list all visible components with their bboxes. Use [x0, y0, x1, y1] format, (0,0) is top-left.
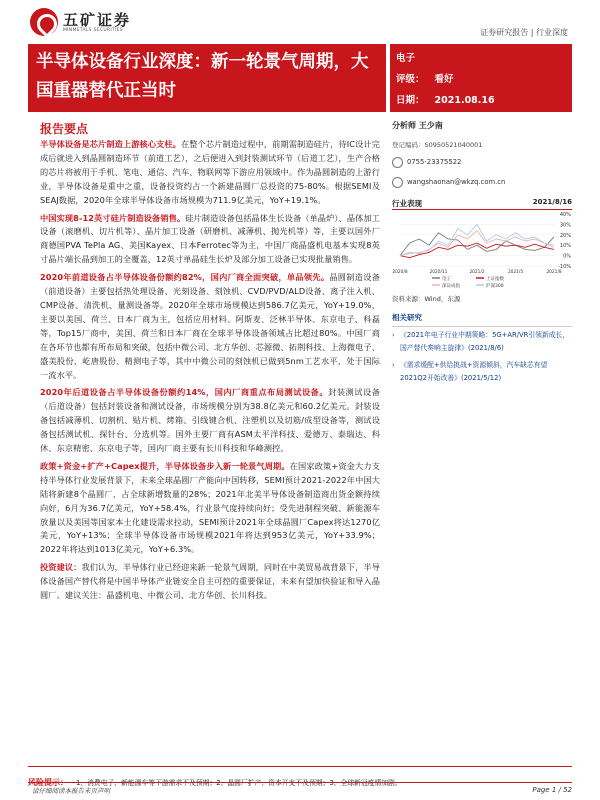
x-tick-label: 2021/2: [469, 270, 485, 275]
summary-paragraph: [40, 271, 380, 382]
email-line: [392, 175, 572, 189]
rating-line: [396, 71, 454, 85]
x-tick-label: 2021/8: [546, 270, 562, 275]
rating-value: 看好: [434, 74, 454, 85]
registration-code: 登记编码：S0950521040001: [392, 141, 483, 149]
report-title: 半导体设备行业深度：新一轮景气周期，大国重器替代正当时: [36, 52, 369, 101]
summary-paragraph: [40, 138, 380, 208]
y-tick-label: 40%: [559, 212, 571, 218]
chart-source: 资料来源：Wind，东源: [392, 295, 461, 303]
risk-text: 1、消费电子、新能源车等下游需求不及预期；2、晶圆厂扩产、资本开支不及预期；3、全球新冠疫情加剧。: [76, 779, 402, 787]
risk-label: 风险提示：: [28, 778, 68, 787]
phone-icon: [392, 157, 403, 168]
logo-text: 五矿证券: [63, 11, 132, 29]
phone-number: 0755-23375522: [407, 158, 462, 166]
performance-chart: [392, 210, 572, 290]
paragraph-highlight: 2020年后道设备占半导体设备份额约14%，国内厂商重点布局测试设备。: [40, 387, 329, 398]
legend-label: 沪深300: [486, 283, 504, 289]
paragraph-highlight: 半导体设备是芯片制造上游核心支柱。: [40, 139, 181, 149]
summary-paragraph: [40, 561, 380, 603]
date-line: [396, 92, 495, 106]
section-title: 报告要点: [40, 122, 89, 136]
company-logo: [30, 8, 180, 38]
summary-paragraph: [40, 212, 380, 268]
date-label: 日期：: [396, 95, 425, 106]
footer-disclaimer: 请仔细阅读本报告末页声明: [32, 787, 110, 795]
summary-body: [40, 138, 380, 607]
paragraph-text: 在国家政策+资金大力支持半导体行业发展背景下，未来全球晶圆厂产能向中国转移，SEMI预计2021-2022年中国大陆将新建8个晶圆厂，占全球新增数量的28%；2021年北美半导体设备制造商出货金额持续向好，6月为36.7亿美元，YoY+58.4%，行业景气度持续向好；受先进制程突破、新能源车放量以及美国等国家本土化建设需求拉动，SEMI预计2021年全球晶圆厂Capex将达1270亿美元，YoY+13%；全球半导体设备市场规模2021年将达到953亿美元，YoY+33.9%；2022年将达到1013亿美元，YoY+6.3%。: [40, 460, 380, 555]
chart-date: 2021/8/16: [532, 198, 572, 206]
y-tick-label: 0%: [563, 253, 571, 260]
x-tick-label: 2021/5: [507, 270, 524, 275]
legend-label: 上证指数: [486, 276, 504, 282]
logo-english-text: MINMETALS SECURITIES: [63, 28, 123, 33]
related-research-item[interactable]: › 《需求缓配+供给挑战+资源倾斜，汽车缺芯有望2021Q2开始改善》(2021/5/12): [392, 359, 572, 385]
risk-warning: [28, 766, 572, 787]
paragraph-text: 封装测试设备（后道设备）包括封装设备和测试设备，市场规模分别为38.8亿美元和60.2亿美元。封装设备包括减薄机、切割机、贴片机、烤箱、引线键合机、注塑机以及切筋/成型设备等，测试设备包括测试机、探针台、分选机等。国外主要厂商有ASM太平洋科技、爱德万、泰瑞达、科休、东京精密、东京电子等，国内厂商主要有长川科技和华峰测控。: [40, 387, 380, 454]
info-banner: [390, 44, 572, 112]
related-research-title: 相关研究: [392, 312, 572, 327]
email-address[interactable]: wangshaonan@wkzq.com.cn: [407, 178, 506, 186]
x-tick-label: 2020/11: [429, 270, 448, 275]
analyst-name: 分析师 王少南: [392, 121, 443, 130]
title-banner: [28, 44, 386, 112]
page-number: Page 1 / 52: [532, 786, 572, 794]
paragraph-text: 硅片制造设备包括晶体生长设备（单晶炉）、晶体加工设备（滚磨机、切片机等）、晶片加工设备（研磨机、减薄机、抛光机等）等，主要以国外厂商德国PVA TePla AG、美国Kayex、日本Ferrotec等为主，中国厂商晶盛机电基本实现8英寸晶片端长晶到加工的全覆盖，12英寸单晶硅生长炉及部分加工设备已实现批量销售。: [40, 212, 381, 265]
summary-paragraph: [40, 386, 380, 456]
y-tick-label: 10%: [559, 243, 571, 250]
paragraph-highlight: 政策+资金+扩产+Capex提升，半导体设备步入新一轮景气周期。: [40, 460, 290, 471]
y-tick-label: 20%: [559, 232, 571, 239]
analyst-panel: [392, 112, 572, 189]
chart-title: 行业表现: [392, 199, 422, 208]
phone-line: [392, 155, 572, 169]
page-header: [0, 0, 600, 46]
related-research-list: [392, 329, 572, 389]
summary-paragraph: [40, 460, 380, 557]
paragraph-highlight: 投资建议：: [40, 562, 82, 573]
rating-label: 评级：: [396, 74, 425, 85]
chart-header: [392, 198, 572, 210]
page-footer: [28, 782, 572, 796]
date-value: 2021.08.16: [434, 95, 495, 106]
legend-label: 深证成指: [442, 283, 460, 289]
email-icon: [392, 177, 403, 188]
industry-label: 电子: [396, 53, 416, 64]
paragraph-text: 晶圆制造设备（前道设备）主要包括热处理设备、光刻设备、刻蚀机、CVD/PVD/ALD设备、离子注入机、CMP设备、清洗机、量测设备等。2020年全球市场规模达到586.7亿美元，YoY+19.0%，主要以美国、荷兰、日本厂商为主，包括应用材料、阿斯麦、泛林半导体、东京电子、科磊等，Top15厂商中，美国、荷兰和日本厂商在全球半导体设备领域占比超过80%。中国厂商在各环节也都有所布局和突破，包括中微公司、北方华创、芯源微、拓荆科技、上海微电子、盛美股份、屹唐股份、精测电子等，其中中微公司的刻蚀机已做到5nm工艺水平，处于国际一流水平。: [40, 272, 380, 380]
paragraph-text: 我们认为，半导体行业已经迎来新一轮景气周期，同时在中美贸易战背景下，半导体设备国产替代将是中国半导体产业链安全自主可控的重要保证，未来有望加快验证和导入晶圆厂。建议关注：晶盛机电、中微公司、北方华创、长川科技。: [40, 562, 380, 601]
paragraph-highlight: 2020年前道设备占半导体设备份额约82%，国内厂商全面突破，单品领先。: [40, 272, 330, 283]
report-type: 证券研究报告 | 行业深度: [480, 28, 568, 37]
paragraph-highlight: 中国实现8-12英寸硅片制造设备销售。: [40, 212, 186, 223]
paragraph-text: 在整个芯片制造过程中，前期需制造硅片，待IC设计完成后就进入到晶圆制造环节（前道工艺），之后便进入到封装测试环节（后道工艺），生产合格的芯片将被用于手机、笔电、通信、汽车、物联网等下游应用领域中。作为晶圆制造的上游行业，半导体设备是重中之重，设备投资约占一个新建晶圆厂总投资的75-80%。根据SEMI及SEAJ数据，2020年全球半导体设备市场规模为711.9亿美元，YoY+19.1%。: [40, 139, 381, 205]
x-tick-label: 2020/8: [392, 270, 408, 275]
y-tick-label: 30%: [559, 222, 571, 229]
related-research-item[interactable]: › 《2021年电子行业中期策略：5G+AR/VR引领新成长，国产替代奏响主旋律》(2021/8/6): [392, 329, 572, 355]
y-tick-label: -10%: [558, 264, 571, 270]
legend-label: 电子: [442, 276, 451, 282]
logo-mark-icon: [30, 8, 58, 36]
